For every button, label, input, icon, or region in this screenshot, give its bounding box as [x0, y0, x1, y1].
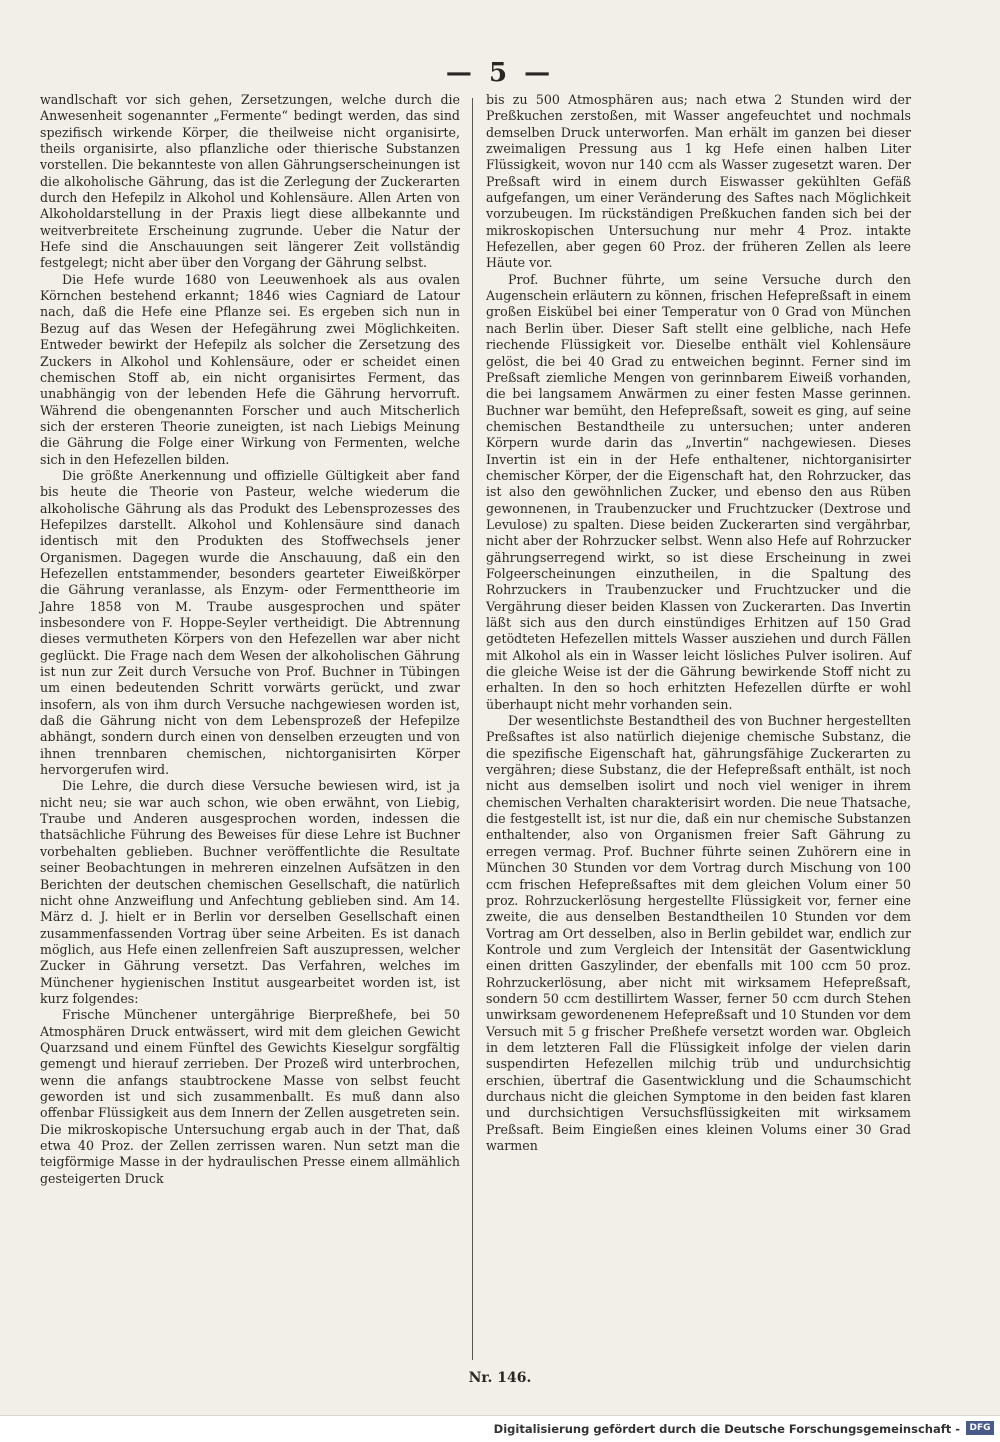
footer-bar	[0, 1415, 1000, 1442]
paragraph: Die Lehre, die durch diese Versuche bewiesen wird, ist ja nicht neu; sie war auch schon, wie oben erwähnt, von Liebig, Traube und Anderen ausgesprochen worden, indessen die thatsächliche Führung des Beweises für diese Lehre ist Buchner vorbehalten geblieben. Buchner veröffentlichte die Resultate seiner Beobachtungen in mehreren einzelnen Aufsätzen in den Berichten der deutschen chemischen Gesellschaft, die natürlich nicht ohne Anzweiflung und Anfechtung geblieben sind. Am 14. März d. J. hielt er in Berlin vor derselben Gesellschaft einen zusammenfassenden Vortrag über seine Arbeiten. Es ist danach möglich, aus Hefe einen zellenfreien Saft auszupressen, welcher Zucker in Gährung versetzt. Das Verfahren, welches im Münchener hygienischen Institut ausgearbeitet worden ist, ist kurz folgendes:	[40, 778, 460, 1006]
paragraph: Die Hefe wurde 1680 von Leeuwenhoek als aus ovalen Körnchen bestehend erkannt; 1846 wies Cagniard de Latour nach, daß die Hefe eine Pflanze sei. Es ergeben sich nun in Bezug auf das Wesen der Hefegährung zwei Möglichkeiten. Entweder bewirkt der Hefepilz als solcher die Zersetzung des Zuckers in Alkohol und Kohlensäure, oder er scheidet einen chemischen Stoff ab, ein nicht organisirtes Ferment, das unabhängig von der lebenden Hefe die Gährung hervorruft. Während die obengenannten Forscher und auch Mitscherlich sich der ersteren Theorie zuneigten, ist nach Liebigs Meinung die Gährung die Folge einer Wirkung von Fermenten, welche sich in den Hefezellen bilden.	[40, 271, 460, 467]
paragraph: Prof. Buchner führte, um seine Versuche durch den Augenschein erläutern zu können, frischen Hefepreßsaft in einem großen Eiskübel bei einer Temperatur von 0 Grad von München nach Berlin über. Dieser Saft stellt eine gelbliche, nach Hefe riechende Flüssigkeit vor. Dieselbe enthält viel Kohlensäure gelöst, die bei 40 Grad zu entweichen beginnt. Ferner sind im Preßsaft ziemliche Mengen von gerinnbarem Eiweiß vorhanden, die bei langsamem Anwärmen zu einer festen Masse gerinnen. Buchner war bemüht, den Hefepreßsaft, soweit es ging, auf seine chemischen Bestandtheile zu untersuchen; unter anderen Körpern wurde darin das „Invertin“ nachgewiesen. Dieses Invertin ist ein in der Hefe enthaltener, nichtorganisirter chemischer Körper, der die Eigenschaft hat, den Rohrzucker, das ist also den gewöhnlichen Zucker, und ebenso den aus Rüben gewonnenen, in Traubenzucker und Fruchtzucker (Dextrose und Levulose) zu spalten. Diese beiden Zuckerarten sind vergährbar, nicht aber der Rohrzucker selbst. Wenn also Hefe auf Rohrzucker gährungserregend wirkt, so ist diese Erscheinung in zwei Folgeerscheinungen einzutheilen, in die Spaltung des Rohrzuckers in Traubenzucker und Fruchtzucker und die Vergährung dieser beiden Klassen von Zuckerarten. Das Invertin läßt sich aus den durch einstündiges Erhitzen auf 150 Grad getödteten Hefezellen mittels Wasser ausziehen und durch Fällen mit Alkohol als ein in Wasser leicht lösliches Pulver isoliren. Auf die gleiche Weise ist der die Gährung bewirkende Stoff nicht zu erhalten. In den so hoch erhitzten Hefezellen dürfte er wohl überhaupt nicht mehr vorhanden sein.	[486, 271, 911, 712]
right-column	[486, 92, 911, 1154]
paragraph: wandlschaft vor sich gehen, Zersetzungen, welche durch die Anwesenheit sogenannter „Fermente“ bedingt werden, das sind spezifisch wirkende Körper, die theilweise nicht organisirte, theils organisirte, also pflanzliche oder thierische Substanzen vorstellen. Die bekannteste von allen Gährungserscheinungen ist die alkoholische Gährung, das ist die Zerlegung der Zuckerarten durch den Hefepilz in Alkohol und Kohlensäure. Allen Arten von Alkoholdarstellung in der Praxis liegt diese allbekannte und weitverbreitete Erscheinung zugrunde. Ueber die Natur der Hefe sind die Anschauungen seit längerer Zeit vollständig festgelegt; nicht aber über den Vorgang der Gährung selbst.	[40, 92, 460, 271]
paragraph: Frische Münchener untergährige Bierpreßhefe, bei 50 Atmosphären Druck entwässert, wird mit dem gleichen Gewicht Quarzsand und einem Fünftel des Gewichts Kieselgur sorgfältig gemengt und hierauf zerrieben. Der Prozeß wird unterbrochen, wenn die anfangs staubtrockene Masse von selbst feucht geworden ist und sich zusammenballt. Es muß dann also offenbar Flüssigkeit aus dem Innern der Zellen ausgetreten sein. Die mikroskopische Untersuchung ergab auch in der That, daß etwa 40 Proz. der Zellen zerrissen waren. Nun setzt man die teigförmige Masse in der hydraulischen Presse einem allmählich gesteigerten Druck	[40, 1007, 460, 1186]
issue-signature: Nr. 146.	[468, 1370, 532, 1386]
paragraph: Die größte Anerkennung und offizielle Gültigkeit aber fand bis heute die Theorie von Pasteur, welche wiederum die alkoholische Gährung als das Produkt des Lebensprozesses des Hefepilzes darstellt. Alkohol und Kohlensäure sind danach identisch mit den Produkten des Stoffwechsels jener Organismen. Dagegen wurde die Anschauung, daß ein den Hefezellen entstammender, besonders gearteter Eiweißkörper die Gährung veranlasse, als Enzym- oder Fermenttheorie im Jahre 1858 von M. Traube ausgesprochen und später insbesondere von F. Hoppe-Seyler vertheidigt. Die Abtrennung dieses vermutheten Körpers von den Hefezellen war aber nicht geglückt. Die Frage nach dem Wesen der alkoholischen Gährung ist nun zur Zeit durch Versuche von Prof. Buchner in Tübingen um einen bedeutenden Schritt vorwärts gerückt, und zwar insofern, als von ihm durch Versuche nachgewiesen worden ist, daß die Gährung nicht von dem Lebensprozeß der Hefepilze abhängt, sondern durch einen von denselben erzeugten und von ihnen trennbaren chemischen, nichtorganisirten Körper hervorgerufen wird.	[40, 467, 460, 778]
footer-credit-text: Digitalisierung gefördert durch die Deutsche Forschungsgemeinschaft -	[493, 1422, 960, 1436]
paragraph: Der wesentlichste Bestandtheil des von Buchner hergestellten Preßsaftes ist also natürlich diejenige chemische Substanz, die die spezifische Eigenschaft hat, gährungsfähige Zuckerarten zu vergähren; diese Substanz, die der Hefepreßsaft enthält, ist noch nicht aus demselben isolirt und noch viel weniger in ihrem chemischen Verhalten charakterisirt worden. Die neue Thatsache, die festgestellt ist, ist nur die, daß ein nur chemische Substanzen enthaltender, also von Organismen freier Saft Gährung zu erregen vermag. Prof. Buchner führte seinen Zuhörern eine in München 30 Stunden vor dem Vortrag durch Mischung von 100 ccm frischen Hefepreßsaftes mit dem gleichen Volum einer 50 proz. Rohrzuckerlösung hergestellte Flüssigkeit vor, ferner eine zweite, die aus denselben Bestandtheilen 10 Stunden vor dem Vortrag am Ort desselben, also in Berlin gebildet war, endlich zur Kontrole und zum Vergleich der Intensität der Gasentwicklung einen dritten Gaszylinder, der ebenfalls mit 100 ccm 50 proz. Rohrzuckerlösung, aber nicht mit wirksamem Hefepreßsaft, sondern 50 ccm destillirtem Wasser, ferner 50 ccm durch Stehen unwirksam gewordenenem Hefepreßsaft und 10 Stunden vor dem Versuch mit 5 g frischer Preßhefe versetzt worden war. Obgleich in dem letzteren Fall die Flüssigkeit infolge der vielen darin suspendirten Hefezellen milchig trüb und undurchsichtig erschien, übertraf die Gasentwicklung und die Schaumschicht durchaus nicht die gleichen Symptome in den beiden fast klaren und durchsichtigen Versuchsflüssigkeiten mit wirksamem Preßsaft. Beim Eingießen eines kleinen Volums einer 30 Grad warmen	[486, 713, 911, 1153]
paragraph: bis zu 500 Atmosphären aus; nach etwa 2 Stunden wird der Preßkuchen zerstoßen, mit Wasser angefeuchtet und nochmals demselben Druck unterworfen. Man erhält im ganzen bei dieser zweimaligen Pressung aus 1 kg Hefe einen halben Liter Flüssigkeit, wovon nur 140 ccm als Wasser zugesetzt waren. Der Preßsaft wird in einem durch Eiswasser gekühlten Gefäß aufgefangen, um einer Veränderung des Saftes nach Möglichkeit vorzubeugen. Im rückständigen Preßkuchen fanden sich bei der mikroskopischen Untersuchung nur mehr 4 Proz. intakte Hefezellen, aber gegen 60 Proz. der früheren Zellen als leere Häute vor.	[486, 92, 911, 271]
column-divider	[472, 98, 473, 1360]
left-column	[40, 92, 460, 1187]
dfg-logo: DFG	[966, 1421, 994, 1435]
page-number: — 5 —	[445, 58, 555, 88]
